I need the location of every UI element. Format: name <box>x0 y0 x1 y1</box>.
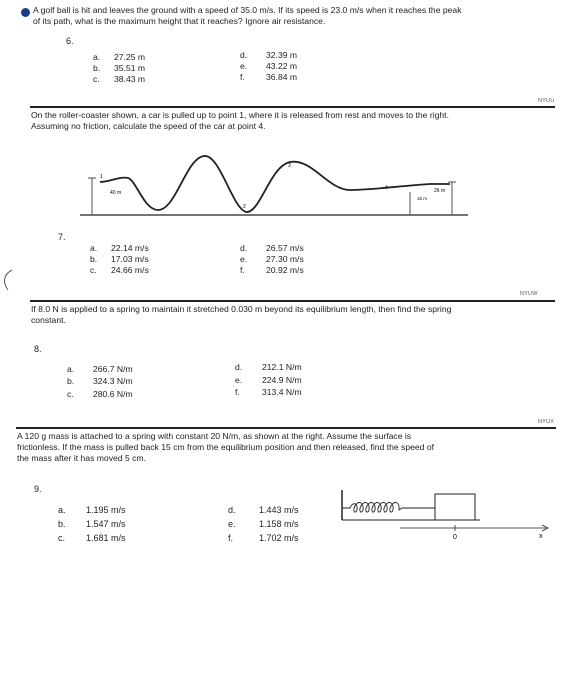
q6-option-d-value: 32.39 m <box>266 50 298 60</box>
q6-marker <box>21 8 30 17</box>
q7-option-d[interactable] <box>240 243 304 253</box>
point4-label: 4 <box>385 185 388 191</box>
q9-text <box>17 431 577 464</box>
q7-code: NYUU <box>538 98 555 104</box>
q8-number: 8. <box>34 344 42 354</box>
q6-option-d-letter: d. <box>240 50 248 60</box>
q9-option-c[interactable] <box>58 533 126 543</box>
q8-option-b-value: 324.3 N/m <box>93 376 133 386</box>
q9-text-line2: frictionless. If the mass is pulled back 15 cm from the equilibrium position and then released, find the speed of <box>17 442 435 452</box>
q9-option-f[interactable] <box>228 533 299 543</box>
q8-option-f-value: 313.4 N/m <box>262 387 302 397</box>
q7-option-f-value: 20.92 m/s <box>266 265 304 275</box>
q6-option-d[interactable] <box>240 50 297 60</box>
q9-option-a[interactable] <box>58 505 126 515</box>
q7-option-c-letter: c. <box>90 265 97 275</box>
track-curve <box>100 156 450 212</box>
q7-divider <box>30 106 555 108</box>
q6-option-c-letter: c. <box>93 74 100 84</box>
q7-option-e-letter: e. <box>240 254 248 264</box>
q8-option-a-letter: a. <box>67 364 75 374</box>
point2-label: 2 <box>243 204 246 210</box>
q7-text-line1: On the roller-coaster shown, a car is pulled up to point 1, where it is released from rest and moves to the right. <box>31 110 449 120</box>
spring-mass-diagram <box>340 484 555 544</box>
x-axis-label: x <box>539 533 543 540</box>
height4-label: 15 m <box>417 196 428 201</box>
q7-option-a-letter: a. <box>90 243 98 253</box>
height1-label: 40 m <box>110 190 122 196</box>
origin-label: 0 <box>453 534 457 541</box>
q8-option-a-value: 266.7 N/m <box>93 364 133 374</box>
q9-option-e[interactable] <box>228 519 299 529</box>
side-arc-mark <box>0 268 14 292</box>
q8-option-c[interactable] <box>67 389 133 399</box>
roller-coaster-diagram <box>80 152 470 218</box>
q8-text <box>31 304 576 326</box>
q6-option-e[interactable] <box>240 61 297 71</box>
q6-option-f-value: 36.84 m <box>266 72 298 82</box>
q7-option-f[interactable] <box>240 265 304 275</box>
q9-option-a-value: 1.195 m/s <box>86 505 126 515</box>
q8-option-b[interactable] <box>67 376 133 386</box>
q6-option-f-letter: f. <box>240 72 245 82</box>
q8-option-d-letter: d. <box>235 362 243 372</box>
q6-option-a[interactable] <box>93 52 145 62</box>
q8-option-c-value: 280.6 N/m <box>93 389 133 399</box>
q8-option-e-value: 224.9 N/m <box>262 375 302 385</box>
q9-option-b-value: 1.547 m/s <box>86 519 126 529</box>
q6-option-a-value: 27.25 m <box>114 52 146 62</box>
q6-option-c-value: 38.43 m <box>114 74 146 84</box>
q7-option-e-value: 27.30 m/s <box>266 254 304 264</box>
q7-option-a-value: 22.14 m/s <box>111 243 149 253</box>
q8-option-c-letter: c. <box>67 389 74 399</box>
q6-option-a-letter: a. <box>93 52 101 62</box>
q6-text <box>33 5 578 27</box>
q7-option-c-value: 24.66 m/s <box>111 265 149 275</box>
q8-option-d-value: 212.1 N/m <box>262 362 302 372</box>
q6-number: 6. <box>66 36 74 46</box>
q7-number: 7. <box>58 232 66 242</box>
q9-option-a-letter: a. <box>58 505 66 515</box>
q8-code: NYUW <box>520 291 538 297</box>
q9-option-d-letter: d. <box>228 505 236 515</box>
q6-option-f[interactable] <box>240 72 297 82</box>
q7-option-b-value: 17.03 m/s <box>111 254 149 264</box>
q8-option-a[interactable] <box>67 364 133 374</box>
q7-text <box>31 110 571 132</box>
q8-text-line1: If 8.0 N is applied to a spring to maintain it stretched 0.030 m beyond its equilibrium length, then find the spring <box>31 304 452 314</box>
q9-option-c-value: 1.681 m/s <box>86 533 126 543</box>
q8-option-e-letter: e. <box>235 375 243 385</box>
mass-block <box>435 494 475 520</box>
q8-divider <box>30 300 555 302</box>
q6-option-e-letter: e. <box>240 61 248 71</box>
q9-number: 9. <box>34 484 42 494</box>
q9-option-d[interactable] <box>228 505 299 515</box>
q8-option-e[interactable] <box>235 375 302 385</box>
q8-option-f-letter: f. <box>235 387 240 397</box>
q7-option-d-letter: d. <box>240 243 248 253</box>
q7-text-line2: Assuming no friction, calculate the speed of the car at point 4. <box>31 121 266 131</box>
q9-text-line1: A 120 g mass is attached to a spring with constant 20 N/m, as shown at the right. Assume the surface is <box>17 431 412 441</box>
q6-option-b-value: 35.51 m <box>114 63 146 73</box>
point1-label: 1 <box>100 174 103 180</box>
q9-option-e-letter: e. <box>228 519 236 529</box>
q6-option-b[interactable] <box>93 63 145 73</box>
q7-option-d-value: 26.57 m/s <box>266 243 304 253</box>
q6-option-b-letter: b. <box>93 63 101 73</box>
q7-option-e[interactable] <box>240 254 304 264</box>
q7-option-c[interactable] <box>90 265 149 275</box>
q9-text-line3: the mass after it has moved 5 cm. <box>17 453 146 463</box>
q7-option-f-letter: f. <box>240 265 245 275</box>
q8-option-d[interactable] <box>235 362 302 372</box>
q6-text-line2: of its path, what is the maximum height that it reaches? Ignore air resistance. <box>33 16 326 26</box>
q9-option-c-letter: c. <box>58 533 66 543</box>
q7-option-b[interactable] <box>90 254 149 264</box>
q8-option-b-letter: b. <box>67 376 75 386</box>
q7-option-b-letter: b. <box>90 254 98 264</box>
q9-code: NYUX <box>538 419 555 425</box>
height-end-label: 26 m <box>434 188 446 194</box>
q6-option-c[interactable] <box>93 74 145 84</box>
q9-option-f-letter: f. <box>228 533 234 543</box>
q9-option-f-value: 1.702 m/s <box>259 533 299 543</box>
q8-option-f[interactable] <box>235 387 302 397</box>
q7-option-a[interactable] <box>90 243 149 253</box>
q9-option-b[interactable] <box>58 519 126 529</box>
q9-divider <box>16 427 556 429</box>
q6-text-line1: A golf ball is hit and leaves the ground with a speed of 35.0 m/s. If its speed is 23.0 m/s when it reaches the peak <box>33 5 462 15</box>
q8-text-line2: constant. <box>31 315 66 325</box>
q9-option-d-value: 1.443 m/s <box>259 505 299 515</box>
q9-option-e-value: 1.158 m/s <box>259 519 299 529</box>
q6-option-e-value: 43.22 m <box>266 61 298 71</box>
q9-option-b-letter: b. <box>58 519 66 529</box>
point3-label: 3 <box>288 163 291 169</box>
spring <box>342 503 435 513</box>
